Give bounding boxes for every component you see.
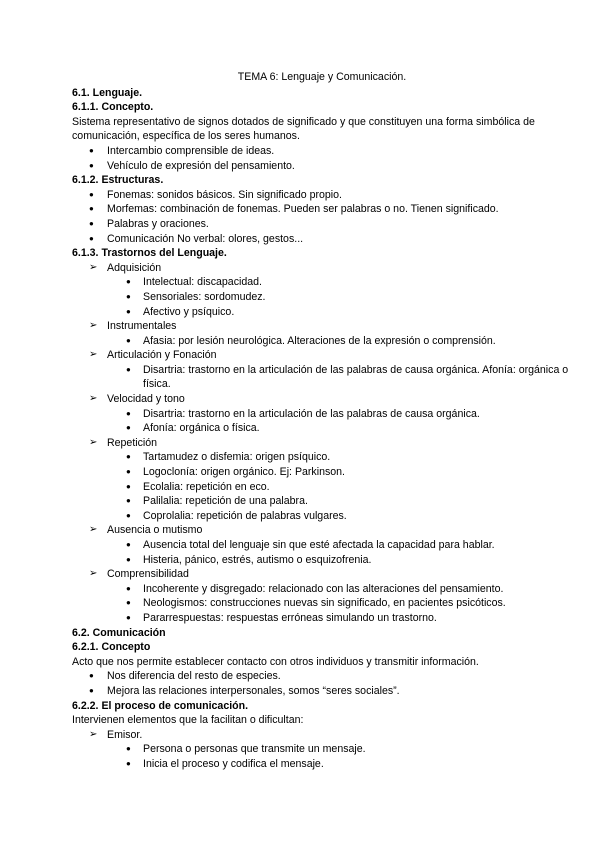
list-item: [72, 421, 572, 436]
section-heading-6-2-1: 6.2.1. Concepto: [72, 641, 151, 654]
bullet-icon: ●: [126, 291, 131, 301]
disorder-category: [72, 523, 572, 538]
list-item: [72, 669, 572, 684]
bullet-icon: ●: [89, 189, 94, 199]
bullet-icon: ●: [89, 204, 94, 214]
paragraph-language-definition: Sistema representativo de signos dotados de significado y que constituyen una forma simbólica de comunicación, específica de los seres humanos.: [72, 115, 535, 143]
bullet-icon: ●: [126, 744, 131, 754]
list-item-text: Instrumentales: [107, 320, 177, 333]
list-item-text: Histeria, pánico, estrés, autismo o esquizofrenia.: [143, 553, 372, 566]
bullet-icon: ●: [126, 452, 131, 462]
bullet-icon: ●: [126, 758, 131, 768]
list-item: [72, 450, 572, 465]
list-item: [72, 465, 572, 480]
list-item: [72, 159, 572, 174]
arrow-bullet-icon: ➢: [89, 436, 98, 448]
bullet-icon: ●: [89, 671, 94, 681]
list-item-text: Pararrespuestas: respuestas erróneas simulando un trastorno.: [143, 611, 437, 624]
list-item-text: Palilalia: repetición de una palabra.: [143, 495, 308, 508]
list-item-text: Ausencia total del lenguaje sin que esté afectada la capacidad para hablar.: [143, 539, 495, 551]
bullet-icon: ●: [126, 364, 131, 374]
list-item-text: Incoherente y disgregado: relacionado con las alteraciones del pensamiento.: [143, 582, 504, 595]
list-item-text: Velocidad y tono: [107, 393, 185, 406]
arrow-bullet-icon: ➢: [89, 261, 98, 273]
list-item: [72, 553, 572, 568]
section-heading-6-1-3: 6.1.3. Trastornos del Lenguaje.: [72, 247, 227, 260]
list-item-text: Afectivo y psíquico.: [143, 305, 235, 318]
list-item-text: Nos diferencia del resto de especies.: [107, 670, 281, 683]
bullet-icon: ●: [126, 335, 131, 345]
list-item: [72, 275, 572, 290]
bullet-icon: ●: [89, 160, 94, 170]
list-item-text: Persona o personas que transmite un mensaje.: [143, 743, 366, 756]
emisor-outline: [72, 728, 572, 772]
list-item: [72, 188, 572, 203]
list-item: [72, 757, 572, 772]
list-item: [72, 407, 572, 422]
arrow-bullet-icon: ➢: [89, 349, 98, 361]
document-title: TEMA 6: Lenguaje y Comunicación.: [237, 71, 407, 83]
bullet-icon: ●: [126, 496, 131, 506]
list-item: [72, 305, 572, 320]
disorder-category: [72, 261, 572, 276]
communication-bullet-list: [72, 669, 572, 698]
list-item-text: Comunicación No verbal: olores, gestos...: [107, 232, 304, 245]
bullet-icon: ●: [126, 583, 131, 593]
list-item-text: Disartria: trastorno en la articulación de las palabras de causa orgánica.: [143, 407, 480, 420]
list-item: [72, 232, 572, 247]
list-item: [72, 494, 572, 509]
disorder-category: [72, 392, 572, 407]
disorder-category: [72, 436, 572, 451]
list-item: [72, 538, 572, 553]
section-heading-6-1-2: 6.1.2. Estructuras.: [72, 174, 164, 187]
list-item: [72, 334, 572, 349]
list-item-text: Adquisición: [107, 261, 162, 274]
list-item: [72, 144, 572, 159]
disorders-outline: [72, 261, 572, 626]
section-heading-6-1-1: 6.1.1. Concepto.: [72, 101, 154, 114]
disorder-category: [72, 567, 572, 582]
bullet-icon: ●: [126, 598, 131, 608]
bullet-icon: ●: [126, 277, 131, 287]
bullet-icon: ●: [126, 510, 131, 520]
list-item-text: Intercambio comprensible de ideas.: [107, 144, 275, 157]
list-item-text: Fonemas: sonidos básicos. Sin significado propio.: [107, 188, 342, 201]
process-element: [72, 728, 572, 743]
list-item: [72, 290, 572, 305]
list-item: [72, 684, 572, 699]
bullet-icon: ●: [126, 612, 131, 622]
list-item: [72, 480, 572, 495]
bullet-icon: ●: [126, 554, 131, 564]
paragraph-communication-definition: Acto que nos permite establecer contacto con otros individuos y transmitir información.: [72, 655, 479, 668]
bullet-icon: ●: [126, 408, 131, 418]
list-item-text: Mejora las relaciones interpersonales, somos “seres sociales”.: [107, 684, 400, 697]
list-item: [72, 596, 572, 611]
list-item: [72, 363, 572, 392]
list-item: [72, 742, 572, 757]
list-item-text: Inicia el proceso y codifica el mensaje.: [143, 757, 324, 770]
bullet-icon: ●: [89, 145, 94, 155]
section-heading-6-2: 6.2. Comunicación: [72, 626, 166, 639]
list-item-text: Morfemas: combinación de fonemas. Pueden ser palabras o no. Tienen significado.: [107, 203, 499, 216]
bullet-icon: ●: [126, 306, 131, 316]
bullet-icon: ●: [89, 218, 94, 228]
list-item-text: Comprensibilidad: [107, 568, 189, 581]
list-item-text: Coprolalia: repetición de palabras vulgares.: [143, 509, 347, 522]
list-item: [72, 202, 572, 217]
list-item: [72, 509, 572, 524]
bullet-icon: ●: [126, 423, 131, 433]
arrow-bullet-icon: ➢: [89, 728, 98, 740]
list-item: [72, 611, 572, 626]
disorder-category: [72, 319, 572, 334]
list-item: [72, 217, 572, 232]
list-item-text: Articulación y Fonación: [107, 349, 217, 362]
arrow-bullet-icon: ➢: [89, 524, 98, 536]
arrow-bullet-icon: ➢: [89, 568, 98, 580]
bullet-icon: ●: [89, 685, 94, 695]
list-item-text: Vehículo de expresión del pensamiento.: [107, 159, 295, 172]
structures-bullet-list: [72, 188, 572, 246]
bullet-icon: ●: [126, 467, 131, 477]
list-item-text: Ecolalia: repetición en eco.: [143, 480, 270, 493]
list-item-text: Emisor.: [107, 728, 143, 741]
list-item-text: Sensoriales: sordomudez.: [143, 290, 266, 303]
bullet-icon: ●: [89, 233, 94, 243]
document-page: [72, 70, 572, 772]
list-item-text: Ausencia o mutismo: [107, 524, 203, 537]
list-item-text: Disartria: trastorno en la articulación de las palabras de causa orgánica. Afonía: orgánica o física.: [143, 363, 569, 391]
paragraph-process-intro: Intervienen elementos que la facilitan o dificultan:: [72, 714, 304, 727]
list-item-text: Logoclonía: origen orgánico. Ej: Parkinson.: [143, 466, 345, 479]
list-item-text: Palabras y oraciones.: [107, 217, 209, 230]
list-item-text: Afonía: orgánica o física.: [143, 422, 260, 435]
bullet-icon: ●: [126, 540, 131, 549]
list-item-text: Tartamudez o disfemia: origen psíquico.: [143, 451, 331, 464]
list-item-text: Repetición: [107, 436, 158, 449]
list-item-text: Neologismos: construcciones nuevas sin significado, en pacientes psicóticos.: [143, 597, 506, 610]
section-heading-6-2-2: 6.2.2. El proceso de comunicación.: [72, 699, 249, 712]
arrow-bullet-icon: ➢: [89, 393, 98, 405]
arrow-bullet-icon: ➢: [89, 320, 98, 332]
list-item-text: Intelectual: discapacidad.: [143, 276, 262, 289]
list-item: [72, 582, 572, 597]
concept-bullet-list: [72, 144, 572, 173]
list-item-text: Afasia: por lesión neurológica. Alteraciones de la expresión o comprensión.: [143, 334, 496, 347]
bullet-icon: ●: [126, 481, 131, 491]
section-heading-6-1: 6.1. Lenguaje.: [72, 86, 143, 99]
disorder-category: [72, 348, 572, 363]
